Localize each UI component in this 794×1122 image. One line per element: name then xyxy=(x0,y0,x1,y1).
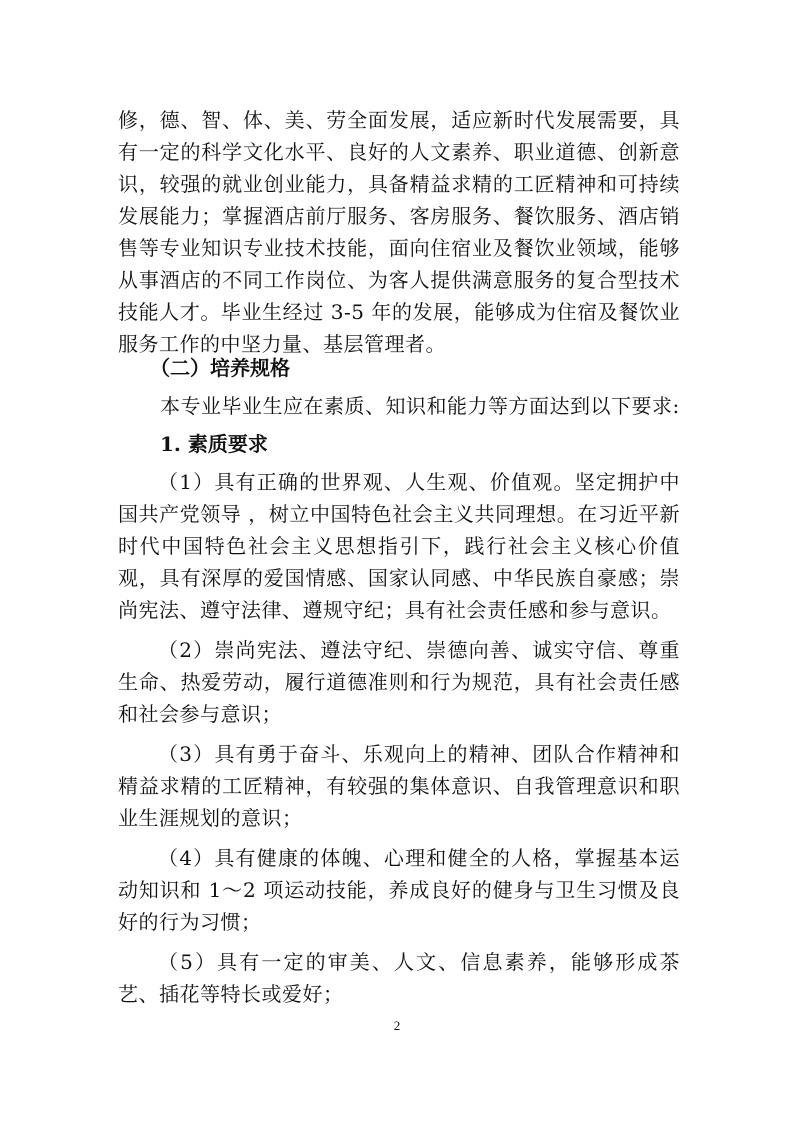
page-number: 2 xyxy=(393,1018,401,1033)
list-item: （4）具有健康的体魄、心理和健全的人格，掌握基本运动知识和 1～2 项运动技能，养成良好的健身与卫生习惯及良好的行为习惯； xyxy=(118,846,680,934)
section-intro: 本专业毕业生应在素质、知识和能力等方面达到以下要求: xyxy=(160,394,680,418)
intro-paragraph: 修，德、智、体、美、劳全面发展，适应新时代发展需要，具有一定的科学文化水平、良好的人文素养、职业道德、创新意识，较强的就业创业能力，具备精益求精的工匠精神和可持续发展能力；掌握酒店前厅服务、客房服务、餐饮服务、酒店销售等专业知识专业技术技能，面向住宿业及餐饮业领域，能够从事酒店的不同工作岗位、为客人提供满意服务的复合型技术技能人才。毕业生经过 3-5 年的发展，能够成为住宿及餐饮业服务工作的中坚力量、基层管理者。 xyxy=(118,108,680,356)
list-item: （2）崇尚宪法、遵法守纪、崇德向善、诚实守信、尊重生命、热爱劳动，履行道德准则和行为规范，具有社会责任感和社会参与意识； xyxy=(118,638,680,726)
list-item: （3）具有勇于奋斗、乐观向上的精神、团队合作精神和精益求精的工匠精神，有较强的集体意识、自我管理意识和职业生涯规划的意识； xyxy=(118,742,680,830)
list-item: （5）具有一定的审美、人文、信息素养，能够形成茶艺、插花等特长或爱好； xyxy=(118,950,680,1006)
subsection-heading: 1. 素质要求 xyxy=(160,432,268,456)
list-item: （1）具有正确的世界观、人生观、价值观。坚定拥护中国共产党领导 ，树立中国特色社会主义共同理想。在习近平新时代中国特色社会主义思想指引下，践行社会主义核心价值观，具有深厚的爱国情感、国家认同感、中华民族自豪感；崇尚宪法、遵守法律、遵规守纪；具有社会责任感和参与意识。 xyxy=(118,470,680,622)
section-heading: （二）培养规格 xyxy=(150,356,290,380)
